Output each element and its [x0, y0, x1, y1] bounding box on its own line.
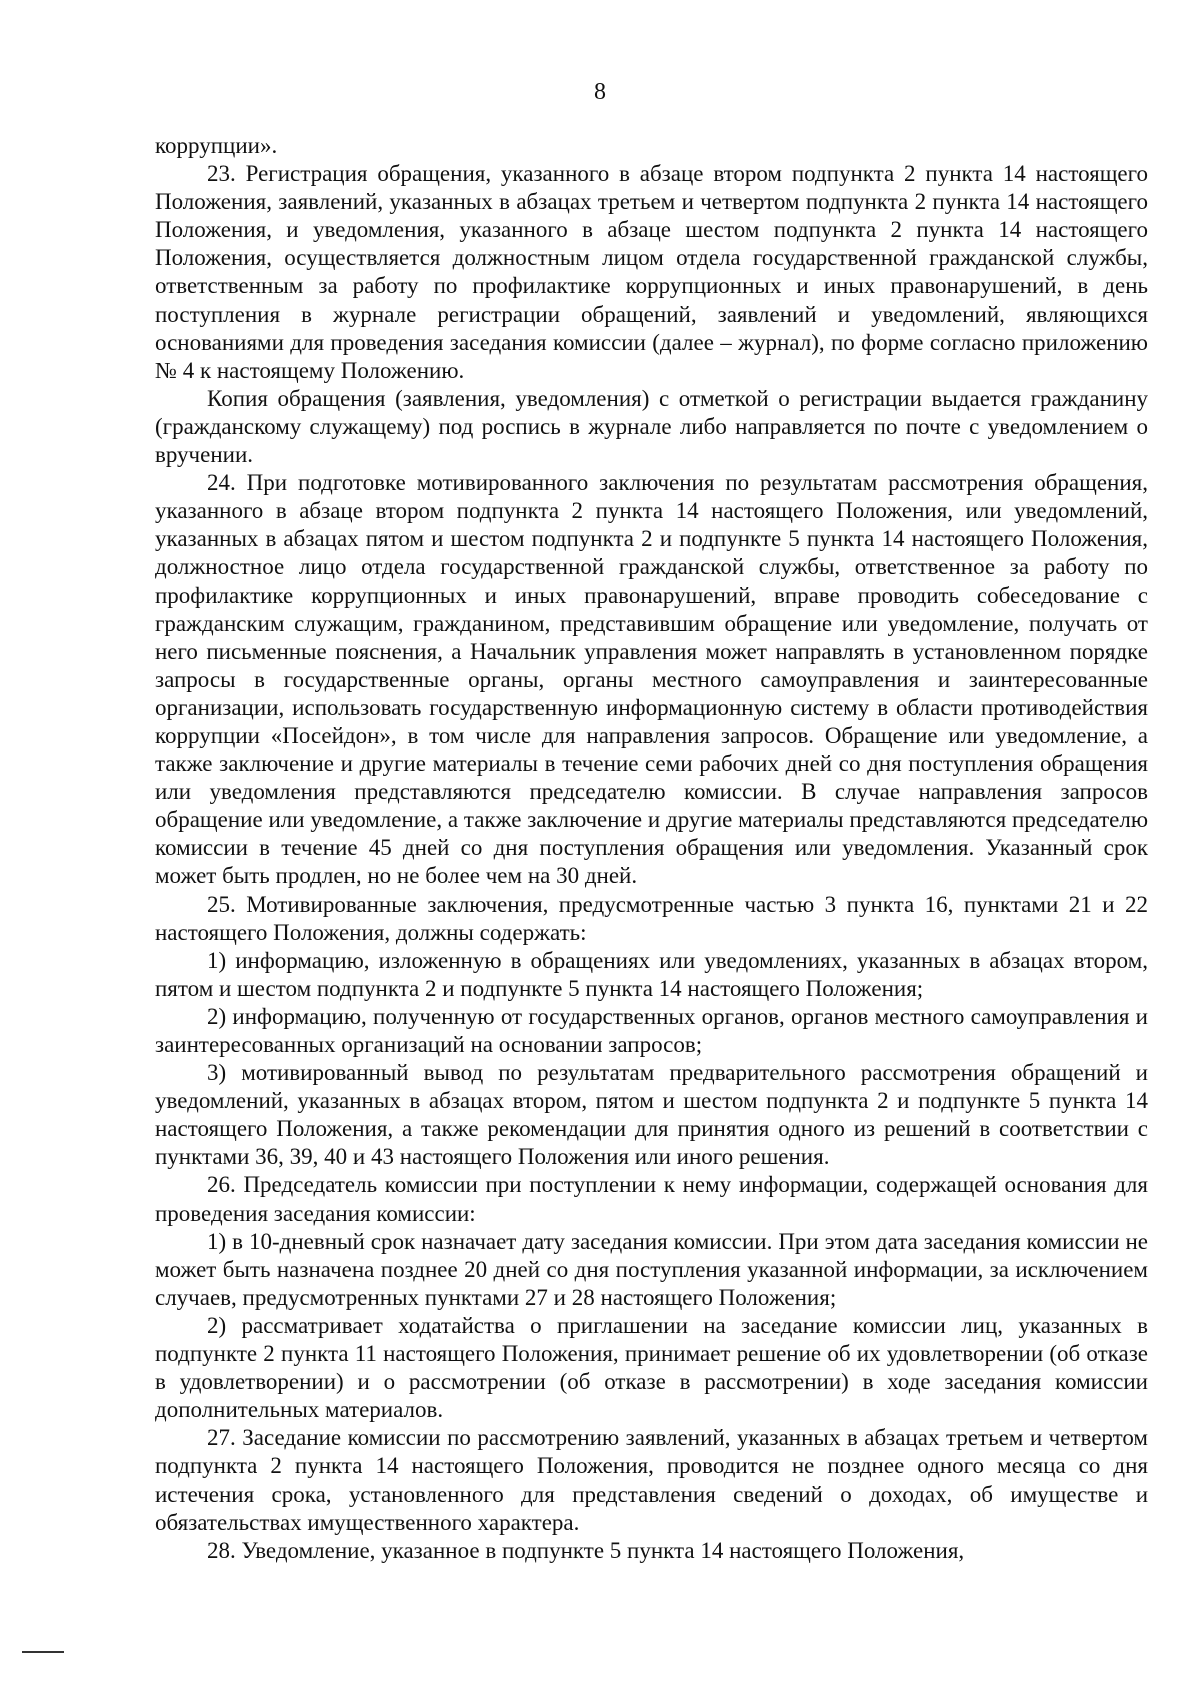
paragraph-25-item-1: 1) информацию, изложенную в обращениях или уведомлениях, указанных в абзацах втором, пятом и шестом подпункта 2 и подпункте 5 пункта 14 настоящего Положения; — [155, 947, 1148, 1001]
paragraph-23-copy: Копия обращения (заявления, уведомления) с отметкой о регистрации выдается гражданину (гражданскому служащему) под роспись в журнале либо направляется по почте с уведомлением о вручении. — [155, 385, 1148, 468]
paragraph-27: 27. Заседание комиссии по рассмотрению заявлений, указанных в абзацах третьем и четвертом подпункта 2 пункта 14 настоящего Положения, проводится не позднее одного месяца со дня истечения срока, установленного для представления сведений о доходах, об имуществе и обязательствах имущественного характера. — [155, 1425, 1148, 1535]
paragraph-25-item-3: 3) мотивированный вывод по результатам предварительного рассмотрения обращений и уведомлений, указанных в абзацах втором, пятом и шестом подпункта 2 и подпункте 5 пункта 14 настоящего Положения, а также рекомендации для принятия одного из решений в соответствии с пунктами 36, 39, 40 и 43 настоящего Положения или иного решения. — [155, 1060, 1148, 1170]
paragraph-26-item-2: 2) рассматривает ходатайства о приглашении на заседание комиссии лиц, указанных в подпункте 2 пункта 11 настоящего Положения, принимает решение об их удовлетворении (об отказе в удовлетворении) и о рассмотрении (об отказе в рассмотрении) в ходе заседания комиссии дополнительных материалов. — [155, 1312, 1148, 1423]
document-body — [155, 132, 1148, 1565]
paragraph-24: 24. При подготовке мотивированного заключения по результатам рассмотрения обращения, указанного в абзаце втором подпункта 2 пункта 14 настоящего Положения, или уведомлений, указанных в абзацах пятом и шестом подпункта 2 и подпункте 5 пункта 14 настоящего Положения, должностное лицо отдела государственной гражданской службы, ответственное за работу по профилактике коррупционных и иных правонарушений, вправе проводить собеседование с гражданским служащим, гражданином, представившим обращение или уведомление, получать от него письменные пояснения, а Начальник управления может направлять в установленном порядке запросы в государственные органы, органы местного самоуправления и заинтересованные организации, использовать государственную информационную систему в области противодействия коррупции «Посейдон», в том числе для направления запросов. Обращение или уведомление, а также заключение и другие материалы в течение семи рабочих дней со дня поступления обращения или уведомления представляются председателю комиссии. В случае направления запросов обращение или уведомление, а также заключение и другие материалы представляются председателю комиссии в течение 45 дней со дня поступления обращения или уведомления. Указанный срок может быть продлен, но не более чем на 30 дней. — [155, 470, 1148, 889]
paragraph-28: 28. Уведомление, указанное в подпункте 5 пункта 14 настоящего Положения, — [207, 1537, 965, 1563]
margin-line — [22, 1651, 64, 1653]
paragraph-25: 25. Мотивированные заключения, предусмотренные частью 3 пункта 16, пунктами 21 и 22 настоящего Положения, должны содержать: — [155, 891, 1148, 945]
paragraph-26-item-1: 1) в 10-дневный срок назначает дату заседания комиссии. При этом дата заседания комиссии не может быть назначена позднее 20 дней со дня поступления указанной информации, за исключением случаев, предусмотренных пунктами 27 и 28 настоящего Положения; — [155, 1228, 1148, 1310]
paragraph-continuation: коррупции». — [155, 133, 278, 158]
paragraph-25-item-2: 2) информацию, полученную от государственных органов, органов местного самоуправления и заинтересованных организаций на основании запросов; — [155, 1003, 1148, 1057]
page-number: 8 — [594, 79, 606, 105]
paragraph-23: 23. Регистрация обращения, указанного в абзаце втором подпункта 2 пункта 14 настоящего Положения, заявлений, указанных в абзацах третьем и четвертом подпункта 2 пункта 14 настоящего Положения, и уведомления, указанного в абзаце шестом подпункта 2 пункта 14 настоящего Положения, осуществляется должностным лицом отдела государственной гражданской службы, ответственным за работу по профилактике коррупционных и иных правонарушений, в день поступления в журнале регистрации обращений, заявлений и уведомлений, являющихся основаниями для проведения заседания комиссии (далее – журнал), по форме согласно приложению № 4 к настоящему Положению. — [155, 161, 1148, 383]
paragraph-26: 26. Председатель комиссии при поступлении к нему информации, содержащей основания для проведения заседания комиссии: — [155, 1172, 1148, 1226]
